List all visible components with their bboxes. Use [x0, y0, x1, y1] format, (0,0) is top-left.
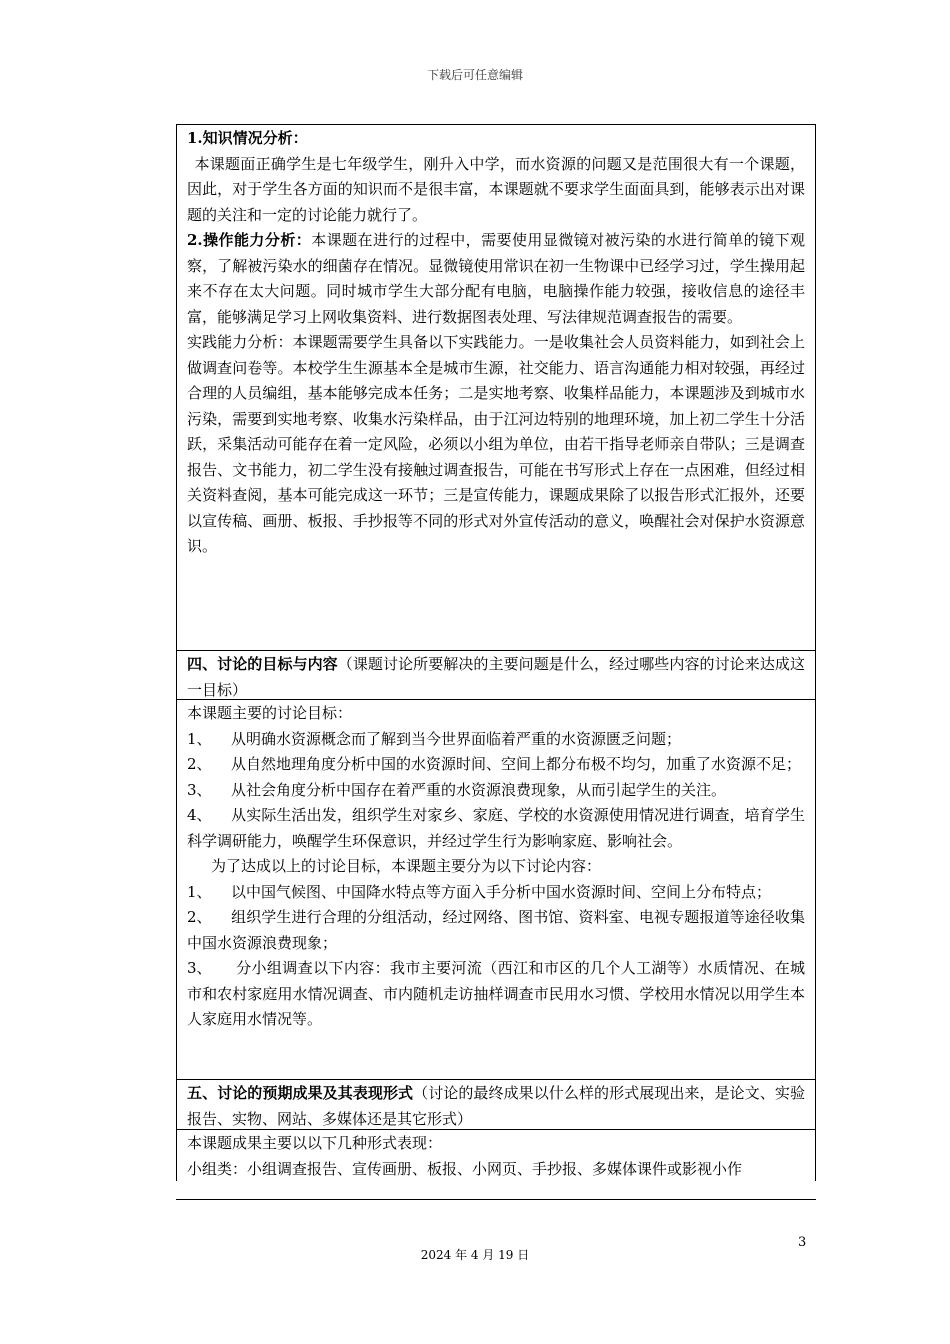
- section5-content-cell: [177, 1130, 815, 1181]
- table-bottom-border: [176, 1199, 816, 1200]
- section4-heading: [187, 652, 805, 700]
- footer-date: 2024 年 4 月 19 日: [420, 1248, 530, 1262]
- goal-number: 4、: [187, 806, 212, 824]
- goal-text: 从实际生活出发，组织学生对家乡、家庭、学校的水资源使用情况进行调查，培育学生科学调研能力，唤醒学生环保意识，并经过学生行为影响家庭、影响社会。: [187, 806, 805, 850]
- page-header: 下载后可任意编辑: [426, 68, 523, 82]
- section4-heading-cell: [177, 651, 815, 700]
- content-item: [187, 905, 805, 956]
- document-table: [176, 124, 816, 1181]
- operation-body: 本课题在进行的过程中，需要使用显微镜对被污染的水进行简单的镜下观察，了解被污染水的细菌存在情况。显微镜使用常识在初一生物课中已经学习过，学生操用起来不存在太大问题。同时城市学生大部分配有电脑，电脑操作能力较强，接收信息的途径丰富，能够满足学习上网收集资料、进行数据图表处理、写法律规范调查报告的需要。: [187, 231, 805, 326]
- operation-title: 2.操作能力分析：: [187, 231, 312, 249]
- goal-number: 3、: [187, 780, 212, 799]
- content-text: 分小组调查以下内容：我市主要河流（西江和市区的几个人工湖等）水质情况、在城市和农村家庭用水情况调查、市内随机走访抽样调查市民用水习惯、学校用水情况以用学生本人家庭用水情况等。: [187, 959, 805, 1028]
- section5-line: 小组类：小组调查报告、宣传画册、板报、小网页、手抄报、多媒体课件或影视小作: [187, 1159, 743, 1178]
- section5-heading: [187, 1081, 805, 1130]
- goal-item: [187, 752, 805, 778]
- content-text: 组织学生进行合理的分组活动，经过网络、图书馆、资料室、电视专题报道等途径收集中国水资源浪费现象；: [187, 908, 805, 952]
- section5-heading-cell: [177, 1080, 815, 1130]
- page-number: 3: [798, 1235, 807, 1250]
- operation-paragraph: [187, 228, 805, 330]
- goal-number: 2、: [187, 755, 212, 773]
- goals-intro: 本课题主要的讨论目标：: [187, 704, 353, 722]
- section4-title: 四、讨论的目标与内容: [187, 655, 338, 673]
- section4-subtitle: （课题讨论所要解决的主要问题是什么，经过哪些内容的讨论来达成这一目标）: [187, 655, 805, 699]
- goal-text: 从明确水资源概念而了解到当今世界面临着严重的水资源匮乏问题；: [231, 729, 682, 748]
- goal-item: [187, 727, 805, 753]
- section5-subtitle: （讨论的最终成果以什么样的形式展现出来，是论文、实验报告、实物、网站、多媒体还是其它形式）: [187, 1084, 805, 1128]
- goal-item: [187, 778, 805, 804]
- goal-text: 从社会角度分析中国存在着严重的水资源浪费现象，从而引起学生的关注。: [231, 780, 727, 799]
- content-item: [187, 956, 805, 1033]
- section5-title: 五、讨论的预期成果及其表现形式: [187, 1084, 414, 1102]
- content-number: 1、: [187, 882, 212, 901]
- knowledge-title: 1.知识情况分析：: [187, 129, 308, 147]
- goal-number: 1、: [187, 729, 212, 748]
- content-text: 以中国气候图、中国降水特点等方面入手分析中国水资源时间、空间上分布特点；: [231, 882, 772, 901]
- content-item: [187, 880, 805, 906]
- goal-item: [187, 803, 805, 854]
- knowledge-body: 本课题面正确学生是七年级学生，刚升入中学，而水资源的问题又是范围很大有一个课题，因此，对于学生各方面的知识而不是很丰富，本课题就不要求学生面面具到，能够表示出对课题的关注和一定的讨论能力就行了。: [187, 154, 805, 224]
- goal-text: 从自然地理角度分析中国的水资源时间、空间上都分布极不均匀，加重了水资源不足；: [231, 755, 802, 773]
- section5-line: 本课题成果主要以以下几种形式表现：: [187, 1134, 443, 1152]
- content-number: 2、: [187, 908, 212, 926]
- section4-content-cell: [177, 700, 815, 1080]
- practice-body: 实践能力分析：本课题需要学生具备以下实践能力。一是收集社会人员资料能力，如到社会上做调查问卷等。本校学生生源基本全是城市生源，社交能力、语言沟通能力相对较强，再经过合理的人员编组，基本能够完成本任务；二是实地考察、收集样品能力，本课题涉及到城市水污染，需要到实地考察、收集水污染样品，由于江河边特别的地理环境，加上初二学生十分活跃，采集活动可能存在着一定风险，必须以小组为单位，由若干指导老师亲自带队；三是调查报告、文书能力，初二学生没有接触过调查报告，可能在书写形式上存在一点困难，但经过相关资料查阅，基本可能完成这一环节；三是宣传能力，课题成果除了以报告形式汇报外，还要以宣传稿、画册、板报、手抄报等不同的形式对外宣传活动的意义，唤醒社会对保护水资源意识。: [187, 333, 805, 555]
- analysis-cell: [177, 125, 815, 651]
- content-intro: 为了达成以上的讨论目标，本课题主要分为以下讨论内容：: [211, 857, 602, 875]
- content-number: 3、: [187, 959, 212, 977]
